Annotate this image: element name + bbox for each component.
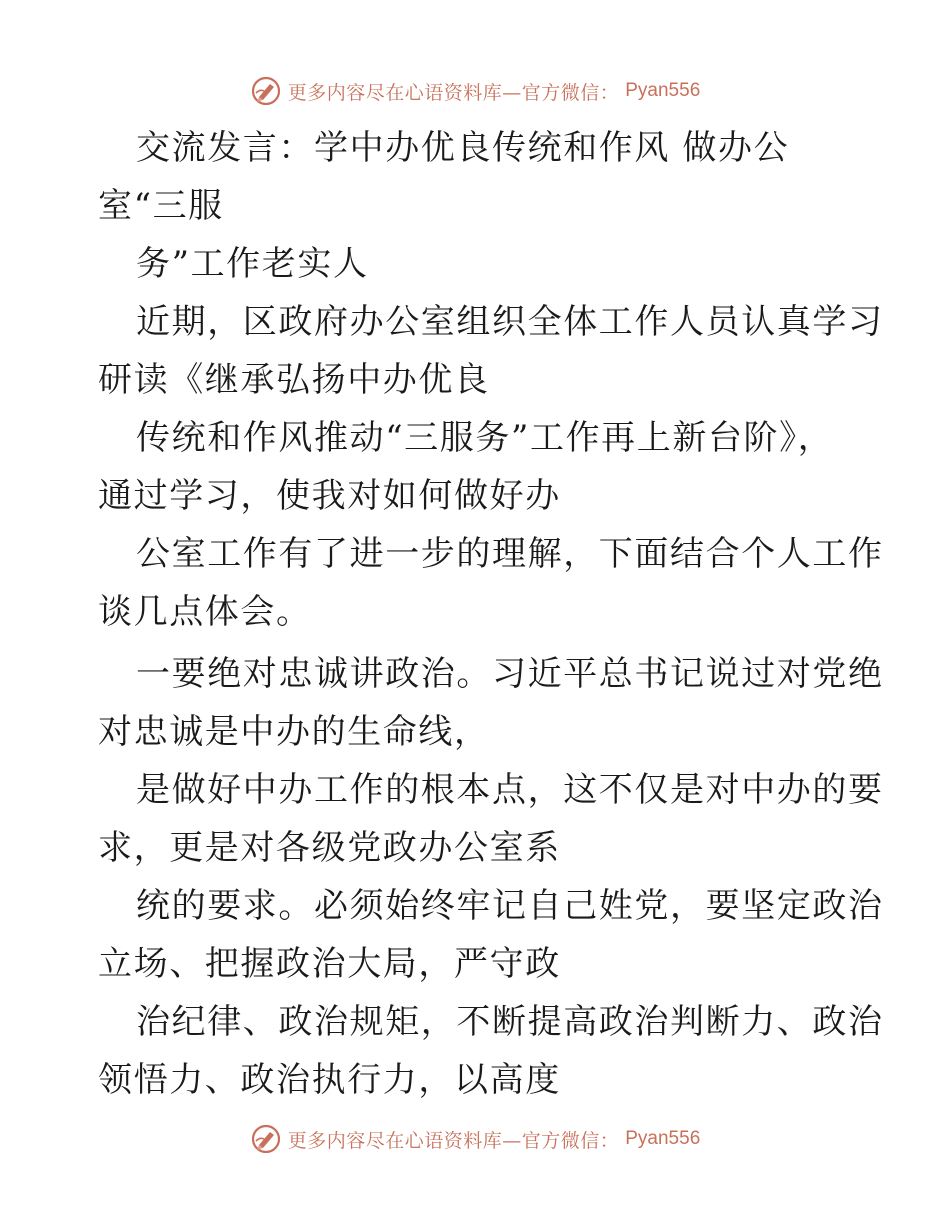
banner-wechat-handle: Pyan556 — [625, 80, 701, 101]
paragraph-line: 谈几点体会。 — [98, 592, 312, 632]
paragraph-line: 求，更是对各级党政办公室系 — [98, 828, 561, 868]
title-line-2: 室“三服 — [98, 186, 224, 226]
title-line-3: 务”工作老实人 — [136, 244, 369, 284]
paragraph-line: 治纪律、政治规矩，不断提高政治判断力、政治 — [136, 1002, 884, 1042]
title-line-1: 交流发言：学中办优良传统和作风 做办公 — [136, 128, 790, 168]
paragraph-line: 统的要求。必须始终牢记自己姓党，要坚定政治 — [136, 886, 884, 926]
paragraph-line: 是做好中办工作的根本点，这不仅是对中办的要 — [136, 770, 884, 810]
paragraph-line: 传统和作风推动“三服务”工作再上新台阶》， — [136, 418, 834, 458]
footer-banner — [0, 1119, 950, 1159]
banner-text: 更多内容尽在心语资料库—官方微信： — [287, 81, 620, 104]
paragraph-line: 通过学习，使我对如何做好办 — [98, 476, 561, 516]
paragraph-line: 领悟力、政治执行力，以高度 — [98, 1060, 561, 1100]
paragraph-line: 一要绝对忠诚讲政治。习近平总书记说过对党绝 — [136, 654, 884, 694]
paragraph-line: 公室工作有了进一步的理解，下面结合个人工作 — [136, 534, 884, 574]
banner-text: 更多内容尽在心语资料库—官方微信： — [287, 1129, 620, 1152]
banner-wechat-handle: Pyan556 — [625, 1128, 701, 1149]
header-banner — [0, 71, 950, 111]
pen-logo-icon — [250, 75, 282, 107]
paragraph-line: 近期，区政府办公室组织全体工作人员认真学习 — [136, 302, 884, 342]
paragraph-line: 立场、把握政治大局，严守政 — [98, 944, 561, 984]
paragraph-line: 研读《继承弘扬中办优良 — [98, 360, 490, 400]
pen-logo-icon — [250, 1123, 282, 1155]
paragraph-line: 对忠诚是中办的生命线， — [98, 712, 490, 752]
